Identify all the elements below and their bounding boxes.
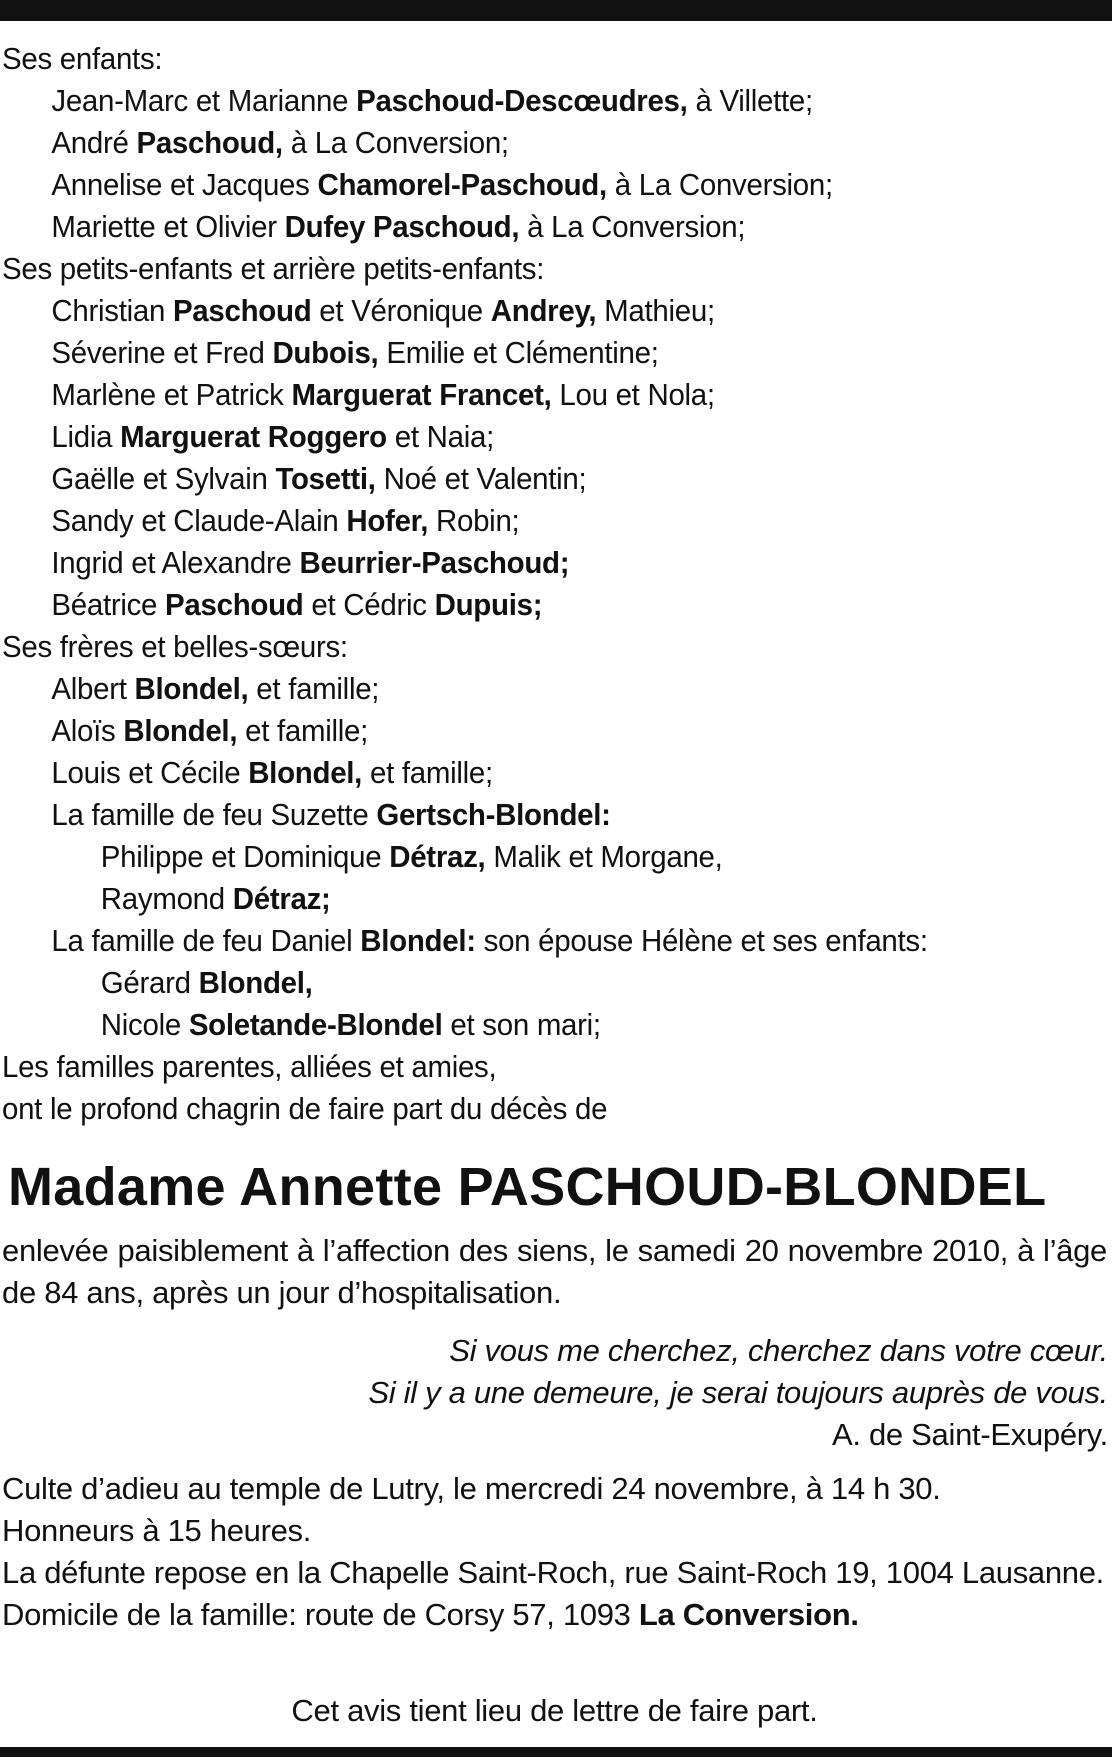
- nephew-line: [2, 878, 1052, 920]
- family-list: [2, 38, 1107, 1130]
- grandchild-surname: Paschoud: [172, 293, 312, 328]
- grandchild-line: [2, 500, 1052, 542]
- service-line: Honneurs à 15 heures.: [2, 1513, 312, 1548]
- top-rule: [0, 0, 1112, 21]
- great-grandchildren: Lou et Nola;: [551, 377, 715, 412]
- service-line: La défunte repose en la Chapelle Saint-Roch, rue Saint-Roch 19, 1004 Lausanne.: [2, 1555, 1104, 1590]
- grandchild-surname: Marguerat Francet,: [291, 377, 552, 412]
- sibling-suffix: et famille;: [362, 755, 493, 790]
- child-given-names: Mariette et Olivier: [51, 209, 285, 244]
- child-place: à Villette;: [687, 83, 813, 118]
- sibling-given-name: Albert: [51, 671, 135, 706]
- nephew-surname: Détraz,: [389, 839, 486, 874]
- children-heading: Ses enfants:: [2, 41, 163, 76]
- sibling-suffix: et famille;: [237, 713, 369, 748]
- grandchild-line: [2, 458, 1052, 500]
- child-line: [2, 122, 1052, 164]
- grandchild-given-name: Marlène et Patrick: [51, 377, 292, 412]
- child-place: à La Conversion;: [606, 167, 833, 202]
- child-given-names: Annelise et Jacques: [51, 167, 318, 202]
- nephew-surname: Détraz;: [232, 881, 331, 916]
- bottom-rule: [0, 1747, 1112, 1757]
- child-given-names: Jean-Marc et Marianne: [51, 83, 357, 118]
- sibling-surname: Blondel,: [134, 671, 249, 706]
- grandchild-line: [2, 584, 1052, 626]
- grandchild-surname: Hofer,: [346, 503, 429, 538]
- partner-surname: Andrey,: [490, 293, 597, 328]
- partner-given-name: et Cédric: [303, 587, 435, 622]
- nephew-surname: Blondel,: [198, 965, 313, 1000]
- sibling-given-name: Louis et Cécile: [51, 755, 249, 790]
- child-line: [2, 206, 1052, 248]
- siblings-heading: Ses frères et belles-sœurs:: [2, 629, 348, 664]
- sibling-surname: Gertsch-Blondel:: [376, 797, 611, 832]
- service-line: Culte d’adieu au temple de Lutry, le mercredi 24 novembre, à 14 h 30.: [2, 1471, 941, 1506]
- great-grandchildren: Emilie et Clémentine;: [378, 335, 659, 370]
- sibling-surname: Blondel,: [248, 755, 363, 790]
- grandchild-line: [2, 290, 1052, 332]
- sibling-line: [2, 668, 1052, 710]
- grandchild-given-name: Lidia: [51, 419, 121, 454]
- sibling-given-name: La famille de feu Daniel: [51, 923, 361, 958]
- child-line: [2, 80, 1052, 122]
- nephew-children: et son mari;: [442, 1007, 601, 1042]
- child-surname: Paschoud-Descœudres,: [356, 83, 688, 118]
- child-line: [2, 164, 1052, 206]
- nephew-given-names: Nicole: [100, 1007, 189, 1042]
- grandchild-given-name: Séverine et Fred: [51, 335, 273, 370]
- grandchild-surname: Marguerat Roggero: [120, 419, 387, 454]
- sibling-line: [2, 752, 1052, 794]
- child-surname: Chamorel-Paschoud,: [317, 167, 607, 202]
- epitaph-quote: [368, 1330, 1108, 1456]
- child-given-names: André: [51, 125, 137, 160]
- grandchild-surname: Beurrier-Paschoud;: [299, 545, 570, 580]
- death-notice: enlevée paisiblement à l’affection des siens, le samedi 20 novembre 2010, à l’âge de 84 ans, après un jour d’hospitalisation.: [2, 1233, 1107, 1310]
- child-place: à La Conversion;: [519, 209, 746, 244]
- sibling-suffix: et famille;: [248, 671, 380, 706]
- child-surname: Dufey Paschoud,: [284, 209, 520, 244]
- great-grandchildren: Robin;: [428, 503, 520, 538]
- child-surname: Paschoud,: [136, 125, 283, 160]
- grandchildren-heading: Ses petits-enfants et arrière petits-enfants:: [2, 251, 545, 286]
- partner-surname: Dupuis;: [434, 587, 543, 622]
- nephew-line: [2, 836, 1052, 878]
- nephew-given-names: Philippe et Dominique: [100, 839, 390, 874]
- grandchild-given-name: Gaëlle et Sylvain: [51, 461, 276, 496]
- grandchild-given-name: Ingrid et Alexandre: [51, 545, 300, 580]
- great-grandchildren: et Naia;: [386, 419, 494, 454]
- nephew-given-names: Raymond: [100, 881, 233, 916]
- grandchild-line: [2, 416, 1052, 458]
- nephew-line: [2, 962, 1052, 1004]
- sibling-line: [2, 920, 1052, 962]
- nephew-children: Malik et Morgane,: [485, 839, 723, 874]
- sibling-surname: Blondel:: [360, 923, 476, 958]
- sibling-given-name: La famille de feu Suzette: [51, 797, 377, 832]
- domicile-line: [2, 1594, 1107, 1636]
- sibling-line: [2, 710, 1052, 752]
- grandchild-surname: Paschoud: [165, 587, 304, 622]
- deceased-name: Madame Annette PASCHOUD-BLONDEL: [8, 1157, 1047, 1217]
- grandchild-surname: Tosetti,: [275, 461, 376, 496]
- grandchild-line: [2, 374, 1052, 416]
- grandchild-line: [2, 542, 1052, 584]
- grandchild-given-name: Sandy et Claude-Alain: [51, 503, 347, 538]
- quote-line: Si il y a une demeure, je serai toujours auprès de vous.: [368, 1375, 1108, 1410]
- domicile-address: Domicile de la famille: route de Corsy 57, 1093: [2, 1597, 639, 1632]
- grandchild-surname: Dubois,: [272, 335, 379, 370]
- domicile-town: La Conversion.: [638, 1597, 859, 1632]
- sibling-line: [2, 794, 1052, 836]
- sibling-suffix: son épouse Hélène et ses enfants:: [475, 923, 928, 958]
- nephew-line: [2, 1004, 1052, 1046]
- nephew-surname: Soletande-Blondel: [188, 1007, 443, 1042]
- quote-line: Si vous me cherchez, cherchez dans votre cœur.: [449, 1333, 1108, 1368]
- grandchild-line: [2, 332, 1052, 374]
- great-grandchildren: Noé et Valentin;: [375, 461, 587, 496]
- footer-note: Cet avis tient lieu de lettre de faire part.: [291, 1693, 818, 1728]
- great-grandchildren: Mathieu;: [596, 293, 715, 328]
- closing-line: Les familles parentes, alliées et amies,: [2, 1049, 497, 1084]
- grandchild-given-name: Christian: [51, 293, 173, 328]
- grandchild-given-name: Béatrice: [51, 587, 166, 622]
- partner-given-name: et Véronique: [311, 293, 491, 328]
- service-details: [2, 1468, 1107, 1636]
- nephew-given-names: Gérard: [100, 965, 199, 1000]
- quote-author: A. de Saint-Exupéry.: [831, 1417, 1108, 1452]
- sibling-given-name: Aloïs: [51, 713, 124, 748]
- child-place: à La Conversion;: [282, 125, 509, 160]
- sibling-surname: Blondel,: [123, 713, 238, 748]
- closing-line: ont le profond chagrin de faire part du décès de: [2, 1091, 608, 1126]
